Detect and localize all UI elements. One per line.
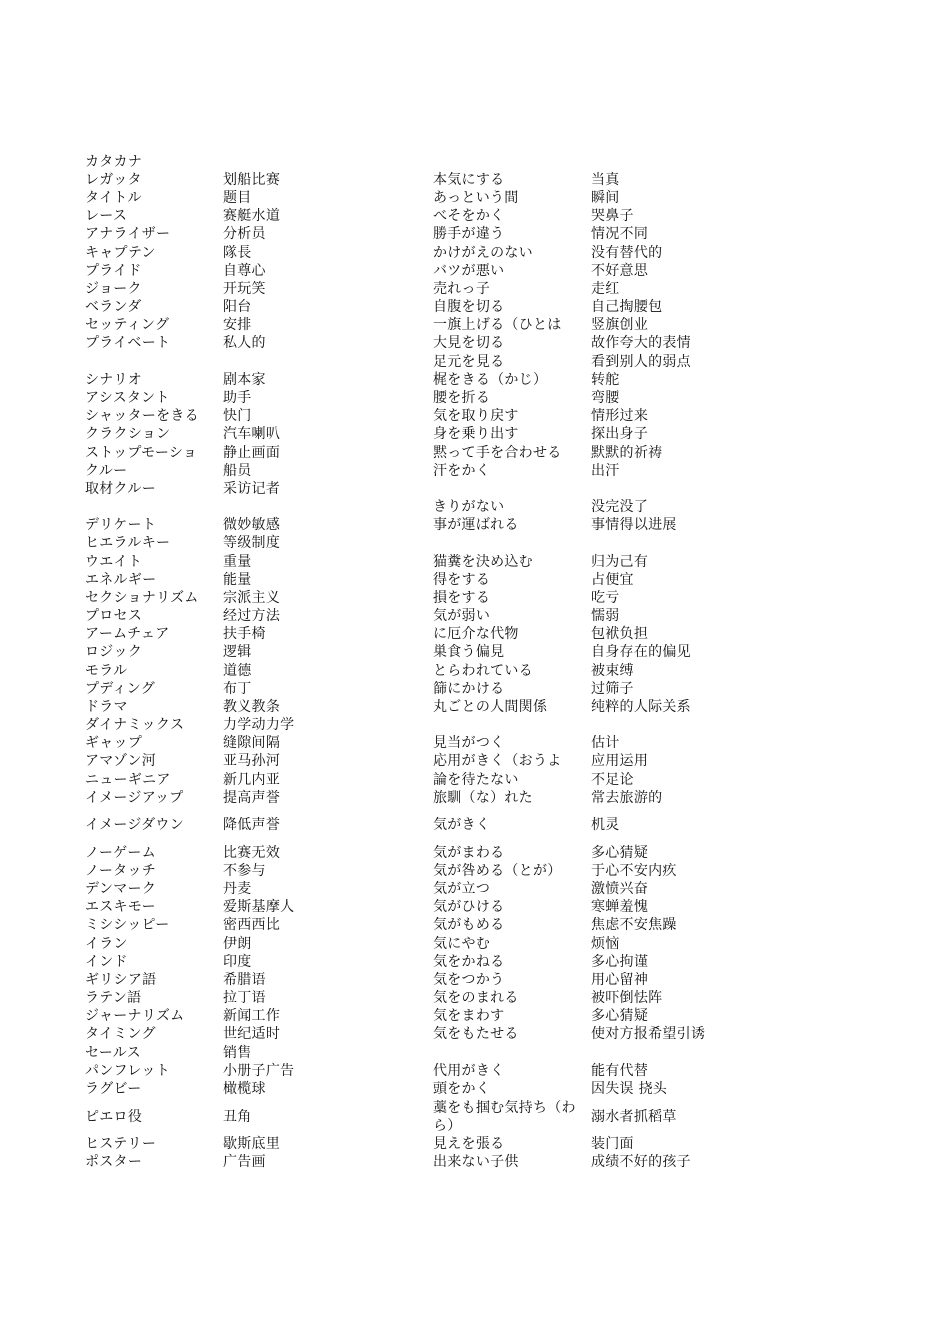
left-japanese-term: ラテン語 (85, 990, 142, 1006)
left-japanese-term: クラクション (85, 426, 171, 442)
left-japanese-term: ジャーナリズム (85, 1008, 185, 1024)
left-japanese-term: ヒエラルキー (85, 535, 171, 551)
right-chinese-meaning: 于心不安内疚 (591, 863, 677, 879)
right-japanese-term: とらわれている (433, 663, 533, 679)
right-chinese-meaning: 应用运用 (591, 753, 649, 769)
left-japanese-term: ヒステリー (85, 1136, 157, 1152)
right-japanese-term: 一旗上げる（ひとは (433, 317, 562, 333)
left-japanese-term: セールス (85, 1045, 141, 1061)
right-japanese-term: 気が咎める（とが） (433, 863, 562, 879)
left-japanese-term: アームチェア (85, 626, 170, 642)
right-japanese-term: 気がひける (433, 899, 505, 915)
right-chinese-meaning: 默默的祈祷 (591, 445, 663, 461)
right-japanese-term: バツが悪い (433, 263, 505, 279)
left-chinese-meaning: 亚马孙河 (223, 753, 281, 769)
left-japanese-term: ノーゲーム (85, 845, 156, 861)
right-japanese-term: 気を取り戻す (433, 408, 519, 424)
right-japanese-term: 旅馴（な）れた (433, 790, 533, 806)
right-chinese-meaning: 包袱负担 (591, 626, 649, 642)
left-chinese-meaning: 布丁 (223, 681, 252, 697)
left-chinese-meaning: 希腊语 (223, 972, 266, 988)
left-chinese-meaning: 教义教条 (223, 699, 281, 715)
right-japanese-term: 猫糞を決め込む (433, 554, 533, 570)
left-chinese-meaning: 剧本家 (223, 372, 266, 388)
left-chinese-meaning: 安排 (223, 317, 252, 333)
right-japanese-term: 気をかねる (433, 954, 505, 970)
right-japanese-term: 事が運ばれる (433, 517, 519, 533)
right-japanese-term: 巣食う偏見 (433, 644, 505, 660)
left-japanese-term: ポスター (85, 1154, 143, 1170)
left-japanese-term: クルー (85, 463, 128, 479)
left-chinese-meaning: 爱斯基摩人 (223, 899, 295, 915)
right-chinese-meaning: 焦虑不安焦躁 (591, 917, 677, 933)
left-japanese-term: エネルギー (85, 572, 157, 588)
left-japanese-term: レース (85, 208, 128, 224)
left-chinese-meaning: 比赛无效 (223, 845, 281, 861)
left-japanese-term: アナライザー (85, 226, 171, 242)
left-japanese-term: パンフレット (85, 1063, 170, 1079)
left-japanese-term: デンマーク (85, 881, 157, 897)
left-chinese-meaning: 广告画 (223, 1154, 266, 1170)
left-chinese-meaning: 新闻工作 (223, 1008, 281, 1024)
left-chinese-meaning: 降低声誉 (223, 817, 281, 833)
left-japanese-term: ロジック (85, 644, 143, 660)
right-chinese-meaning: 事情得以进展 (591, 517, 677, 533)
right-chinese-meaning: 看到别人的弱点 (591, 354, 691, 370)
left-japanese-term: プロセス (85, 608, 143, 624)
left-japanese-term: セクショナリズム (85, 590, 199, 606)
left-japanese-term: ギリシア語 (85, 972, 157, 988)
right-japanese-term: あっという間 (433, 190, 519, 206)
left-japanese-term: ノータッチ (85, 863, 156, 879)
left-japanese-term: ウエイト (85, 554, 143, 570)
right-japanese-term: 頭をかく (433, 1081, 491, 1097)
left-japanese-term: モラル (85, 663, 128, 679)
left-chinese-meaning: 划船比赛 (223, 172, 281, 188)
right-japanese-term: 足元を見る (433, 354, 505, 370)
right-chinese-meaning: 纯粹的人际关系 (591, 699, 691, 715)
left-japanese-term: 取材クルー (85, 481, 156, 497)
right-japanese-term: 気にやむ (433, 936, 491, 952)
left-chinese-meaning: 提高声誉 (223, 790, 281, 806)
right-japanese-term: きりがない (433, 499, 505, 515)
right-chinese-meaning: 被束缚 (591, 663, 634, 679)
right-japanese-term: 気をつかう (433, 972, 505, 988)
right-japanese-term: 損をする (433, 590, 491, 606)
right-japanese-term: 気をのまれる (433, 990, 519, 1006)
right-chinese-meaning: 常去旅游的 (591, 790, 663, 806)
right-japanese-term: 気がきく (433, 817, 491, 833)
right-chinese-meaning: 故作夸大的表情 (591, 335, 691, 351)
right-japanese-term: 得をする (433, 572, 491, 588)
right-japanese-term: べそをかく (433, 208, 505, 224)
left-japanese-term: プディング (85, 681, 155, 697)
left-chinese-meaning: 丹麦 (223, 881, 252, 897)
sheet-header: カタカナ (85, 154, 143, 170)
right-chinese-meaning: 占便宜 (591, 572, 634, 588)
right-chinese-meaning: 自己掏腰包 (591, 299, 663, 315)
left-japanese-term: キャプテン (85, 245, 156, 261)
right-chinese-meaning: 探出身子 (591, 426, 649, 442)
right-japanese-term: かけがえのない (433, 245, 533, 261)
left-chinese-meaning: 新几内亚 (223, 772, 281, 788)
left-chinese-meaning: 题目 (223, 190, 252, 206)
left-chinese-meaning: 扶手椅 (223, 626, 266, 642)
left-japanese-term: デリケート (85, 517, 157, 533)
right-chinese-meaning: 溺水者抓稻草 (591, 1109, 677, 1125)
right-japanese-term: 売れっ子 (433, 281, 491, 297)
right-japanese-term: 汗をかく (433, 463, 491, 479)
left-chinese-meaning: 销售 (223, 1045, 252, 1061)
left-japanese-term: エスキモー (85, 899, 156, 915)
right-chinese-meaning: 转舵 (591, 372, 620, 388)
left-chinese-meaning: 能量 (223, 572, 252, 588)
right-japanese-term: 気が弱い (433, 608, 491, 624)
right-chinese-meaning: 寒蝉羞愧 (591, 899, 649, 915)
right-chinese-meaning: 烦恼 (591, 936, 620, 952)
right-japanese-term: に厄介な代物 (433, 626, 519, 642)
right-chinese-meaning: 哭鼻子 (591, 208, 634, 224)
left-japanese-term: イメージアップ (85, 790, 184, 806)
right-japanese-term: 本気にする (433, 172, 505, 188)
left-japanese-term: イラン (85, 936, 128, 952)
left-chinese-meaning: 私人的 (223, 335, 266, 351)
left-japanese-term: プライド (85, 263, 142, 279)
left-chinese-meaning: 静止画面 (223, 445, 281, 461)
left-chinese-meaning: 力学动力学 (223, 717, 295, 733)
left-chinese-meaning: 助手 (223, 390, 252, 406)
left-chinese-meaning: 印度 (223, 954, 252, 970)
left-chinese-meaning: 道德 (223, 663, 252, 679)
left-chinese-meaning: 逻辑 (223, 644, 252, 660)
right-japanese-term: 応用がきく（おうよ (433, 753, 562, 769)
left-chinese-meaning: 世纪适时 (223, 1026, 281, 1042)
right-chinese-meaning: 没完没了 (591, 499, 649, 515)
right-chinese-meaning: 不足论 (591, 772, 634, 788)
right-chinese-meaning: 竖旗创业 (591, 317, 649, 333)
right-chinese-meaning: 没有替代的 (591, 245, 663, 261)
right-japanese-term: 出来ない子供 (433, 1154, 519, 1170)
right-japanese-term: 自腹を切る (433, 299, 505, 315)
left-japanese-term: ニューギニア (85, 772, 171, 788)
right-japanese-term: 気が立つ (433, 881, 491, 897)
left-japanese-term: プライベート (85, 335, 171, 351)
right-japanese-term: 気をもたせる (433, 1026, 519, 1042)
right-chinese-meaning: 走红 (591, 281, 620, 297)
right-chinese-meaning: 机灵 (591, 817, 620, 833)
left-chinese-meaning: 微妙敏感 (223, 517, 281, 533)
left-chinese-meaning: 赛艇水道 (223, 208, 281, 224)
left-japanese-term: シナリオ (85, 372, 142, 388)
right-chinese-meaning: 当真 (591, 172, 620, 188)
right-chinese-meaning: 成绩不好的孩子 (591, 1154, 691, 1170)
right-chinese-meaning: 情况不同 (591, 226, 649, 242)
left-japanese-term: タイミング (85, 1026, 156, 1042)
right-japanese-term: 気がもめる (433, 917, 505, 933)
right-chinese-meaning: 归为己有 (591, 554, 649, 570)
right-chinese-meaning: 被吓倒怯阵 (591, 990, 663, 1006)
right-chinese-meaning: 出汗 (591, 463, 620, 479)
right-japanese-term: 身を乗り出す (433, 426, 519, 442)
left-chinese-meaning: 缝隙间隔 (223, 735, 281, 751)
right-chinese-meaning: 多心猜疑 (591, 1008, 649, 1024)
left-japanese-term: ベランダ (85, 299, 142, 315)
left-japanese-term: タイトル (85, 190, 142, 206)
left-chinese-meaning: 船员 (223, 463, 252, 479)
left-chinese-meaning: 伊朗 (223, 936, 252, 952)
right-japanese-term: 気がまわる (433, 845, 505, 861)
right-chinese-meaning: 自身存在的偏见 (591, 644, 691, 660)
left-japanese-term: セッティング (85, 317, 170, 333)
left-chinese-meaning: 等级制度 (223, 535, 281, 551)
right-chinese-meaning: 吃亏 (591, 590, 620, 606)
left-japanese-term: ダイナミックス (85, 717, 185, 733)
right-chinese-meaning: 用心留神 (591, 972, 649, 988)
left-chinese-meaning: 汽车喇叭 (223, 426, 281, 442)
right-japanese-term: 腰を折る (433, 390, 491, 406)
left-chinese-meaning: 经过方法 (223, 608, 281, 624)
left-japanese-term: アマゾン河 (85, 753, 156, 769)
left-chinese-meaning: 丑角 (223, 1109, 252, 1125)
left-japanese-term: レガッタ (85, 172, 142, 188)
right-chinese-meaning: 激愤兴奋 (591, 881, 649, 897)
left-chinese-meaning: 隊長 (223, 245, 252, 261)
left-chinese-meaning: 拉丁语 (223, 990, 266, 1006)
left-japanese-term: アシスタント (85, 390, 170, 406)
left-chinese-meaning: 宗派主义 (223, 590, 281, 606)
left-chinese-meaning: 快门 (223, 408, 252, 424)
right-chinese-meaning: 过筛子 (591, 681, 634, 697)
left-chinese-meaning: 阳台 (223, 299, 252, 315)
right-chinese-meaning: 估计 (591, 735, 620, 751)
right-chinese-meaning: 能有代替 (591, 1063, 649, 1079)
right-chinese-meaning: 不好意思 (591, 263, 649, 279)
right-japanese-term: 勝手が違う (433, 226, 505, 242)
left-chinese-meaning: 小册子广告 (223, 1063, 295, 1079)
right-japanese-term: 篩にかける (433, 681, 505, 697)
left-japanese-term: インド (85, 954, 128, 970)
left-japanese-term: ラグビー (85, 1081, 142, 1097)
left-japanese-term: ジョーク (85, 281, 142, 297)
right-chinese-meaning: 瞬间 (591, 190, 620, 206)
left-chinese-meaning: 自尊心 (223, 263, 266, 279)
left-chinese-meaning: 密西西比 (223, 917, 281, 933)
right-chinese-meaning: 因失误 挠头 (591, 1081, 668, 1097)
left-chinese-meaning: 分析员 (223, 226, 266, 242)
left-japanese-term: ドラマ (85, 699, 128, 715)
right-japanese-term: 藁をも掴む気持ち（わら） (433, 1100, 576, 1134)
left-japanese-term: ギャップ (85, 735, 143, 751)
left-chinese-meaning: 重量 (223, 554, 252, 570)
left-chinese-meaning: 歇斯底里 (223, 1136, 281, 1152)
left-japanese-term: ストップモーショ (85, 445, 198, 461)
right-japanese-term: 黙って手を合わせる (433, 445, 562, 461)
left-chinese-meaning: 不参与 (223, 863, 266, 879)
left-japanese-term: ミシシッピー (85, 917, 170, 933)
right-chinese-meaning: 多心拘谨 (591, 954, 649, 970)
right-japanese-term: 代用がきく (433, 1063, 505, 1079)
left-chinese-meaning: 开玩笑 (223, 281, 266, 297)
right-japanese-term: 見当がつく (433, 735, 505, 751)
right-japanese-term: 気をまわす (433, 1008, 505, 1024)
right-japanese-term: 論を待たない (433, 772, 519, 788)
left-japanese-term: イメージダウン (85, 817, 184, 833)
left-japanese-term: シャッターをきる (85, 408, 199, 424)
right-japanese-term: 梶をきる（かじ） (433, 372, 548, 388)
right-chinese-meaning: 情形过来 (591, 408, 649, 424)
left-japanese-term: ピエロ役 (85, 1109, 143, 1125)
right-japanese-term: 丸ごとの人間関係 (433, 699, 548, 715)
right-chinese-meaning: 使对方报希望引诱 (591, 1026, 706, 1042)
left-chinese-meaning: 橄榄球 (223, 1081, 266, 1097)
right-chinese-meaning: 弯腰 (591, 390, 620, 406)
right-japanese-term: 大見を切る (433, 335, 505, 351)
right-chinese-meaning: 多心猜疑 (591, 845, 649, 861)
right-japanese-term: 見えを張る (433, 1136, 505, 1152)
right-chinese-meaning: 装门面 (591, 1136, 634, 1152)
left-chinese-meaning: 采访记者 (223, 481, 281, 497)
right-chinese-meaning: 懦弱 (591, 608, 620, 624)
